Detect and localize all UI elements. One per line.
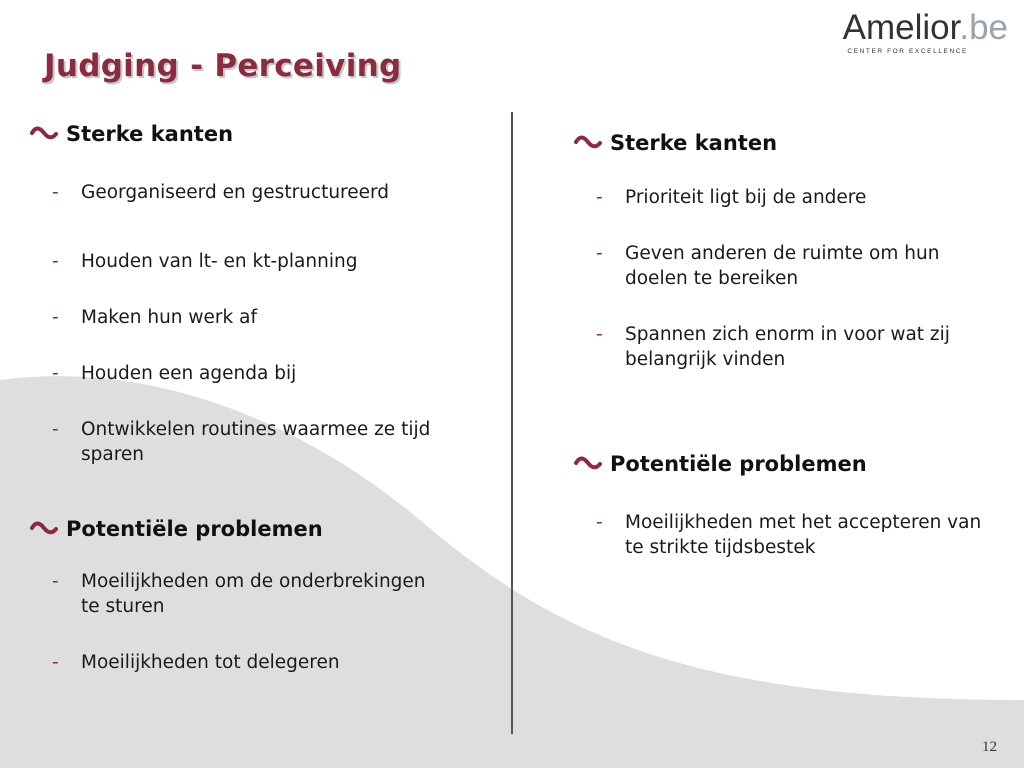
dash-bullet-icon: -	[52, 652, 59, 673]
right-problems-heading	[574, 452, 994, 476]
list-item	[30, 417, 450, 467]
tilde-swoosh-icon	[574, 455, 602, 473]
logo-brand: Amelior	[842, 8, 960, 47]
list-item-text: Moeilijkheden tot delegeren	[81, 652, 340, 673]
list-item-text: Spannen zich enorm in voor wat zij belangrijk vinden	[625, 324, 950, 370]
list-item-text: Houden een agenda bij	[81, 363, 297, 384]
list-item	[574, 322, 994, 372]
dash-bullet-icon: -	[52, 363, 59, 384]
left-problems-heading	[30, 517, 450, 541]
list-item-text: Prioriteit ligt bij de andere	[625, 187, 867, 208]
dash-bullet-icon: -	[596, 187, 603, 208]
dash-bullet-icon: -	[52, 251, 59, 272]
list-item	[30, 650, 450, 675]
amelior-logo	[818, 8, 1008, 58]
right-problems-heading-label: Potentiële problemen	[610, 452, 867, 476]
list-item-text: Ontwikkelen routines waarmee ze tijd sparen	[81, 419, 431, 465]
list-item	[30, 569, 450, 619]
logo-tagline: CENTER FOR EXCELLENCE	[847, 48, 968, 55]
tilde-swoosh-icon	[30, 520, 58, 538]
list-item-text: Geven anderen de ruimte om hun doelen te bereiken	[625, 243, 940, 289]
left-strengths-list	[30, 180, 450, 467]
right-problems-list	[574, 510, 994, 560]
dash-bullet-icon: -	[596, 324, 603, 345]
dash-bullet-icon: -	[596, 243, 603, 264]
logo-domain: .be	[959, 8, 1008, 47]
list-item-text: Georganiseerd en gestructureerd	[81, 182, 390, 203]
dash-bullet-icon: -	[52, 419, 59, 440]
left-problems-list	[30, 569, 450, 675]
tilde-swoosh-icon	[574, 134, 602, 152]
dash-bullet-icon: -	[52, 571, 59, 592]
list-item-text: Maken hun werk af	[81, 307, 257, 328]
list-item	[574, 185, 994, 210]
right-strengths-list	[574, 185, 994, 372]
left-problems-heading-label: Potentiële problemen	[66, 517, 323, 541]
list-item-text: Moeilijkheden met het accepteren van te strikte tijdsbestek	[625, 512, 982, 558]
right-strengths-heading	[574, 131, 994, 155]
left-strengths-heading-label: Sterke kanten	[66, 122, 234, 146]
list-item-text: Houden van lt- en kt-planning	[81, 251, 358, 272]
logo-wordmark	[843, 8, 1008, 48]
list-item	[574, 241, 994, 291]
right-strengths-heading-label: Sterke kanten	[610, 131, 778, 155]
list-item-text: Moeilijkheden om de onderbrekingen te sturen	[81, 571, 426, 617]
list-item	[30, 361, 450, 386]
right-column	[574, 131, 994, 560]
dash-bullet-icon: -	[596, 512, 603, 533]
tilde-swoosh-icon	[30, 125, 58, 143]
left-column	[30, 122, 450, 675]
slide-number: 12	[982, 739, 997, 755]
list-item	[30, 305, 450, 330]
list-item	[30, 249, 450, 274]
left-strengths-heading	[30, 122, 450, 146]
list-item	[574, 510, 994, 560]
slide-title: Judging - Perceiving	[44, 48, 402, 84]
list-item	[30, 180, 450, 205]
dash-bullet-icon: -	[52, 182, 59, 203]
column-divider	[511, 112, 513, 734]
dash-bullet-icon: -	[52, 307, 59, 328]
